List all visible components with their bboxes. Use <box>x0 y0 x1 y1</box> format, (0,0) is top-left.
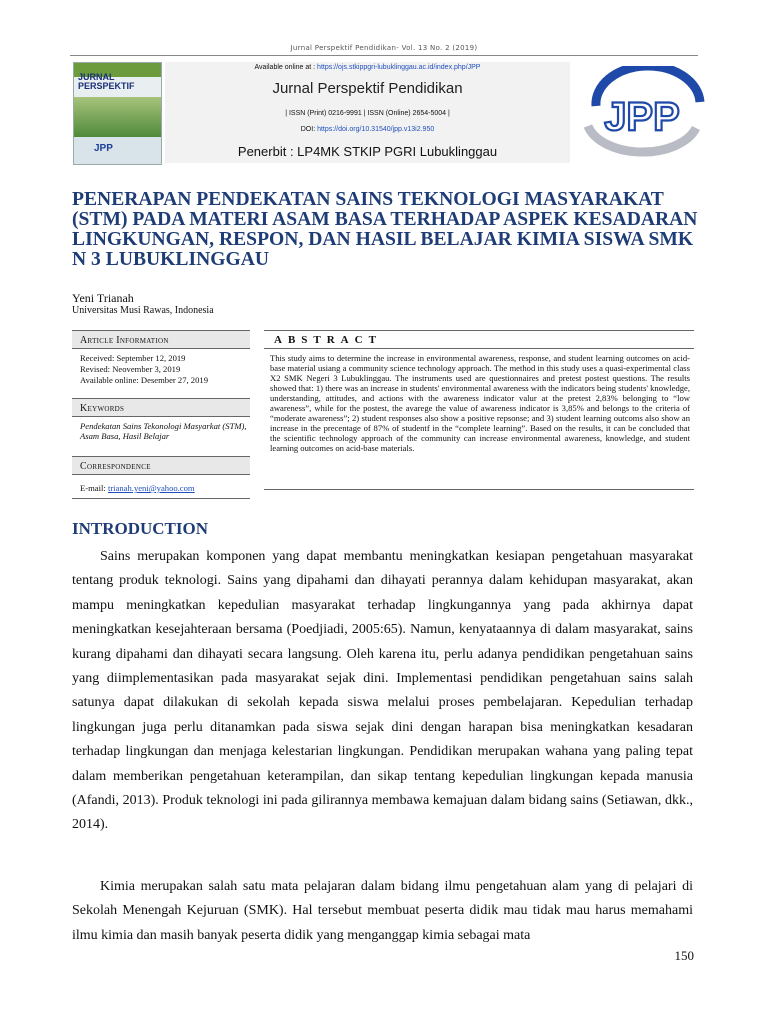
correspondence-email <box>80 483 195 493</box>
doi-link[interactable]: https://doi.org/10.31540/jpp.v13i2.950 <box>317 126 435 133</box>
email-label: E-mail: <box>80 483 106 493</box>
author-affiliation: Universitas Musi Rawas, Indonesia <box>72 305 214 316</box>
article-title: PENERAPAN PENDEKATAN SAINS TEKNOLOGI MASYARAKAT (STM) PADA MATERI ASAM BASA TERHADAP ASPEK KESADARAN LINGKUNGAN, RESPON, DAN HASIL BELAJAR KIMIA SISWA SMK N 3 LUBUKLINGGAU <box>72 189 698 270</box>
received-date: Received: September 12, 2019 <box>80 353 186 363</box>
keywords-heading: Keywords <box>72 398 250 417</box>
available-date: Available online: Desember 27, 2019 <box>80 375 208 385</box>
cover-title: JURNAL PERSPEKTIF <box>78 72 135 91</box>
doi-label: DOI: <box>300 126 316 133</box>
author-name: Yeni Trianah <box>72 291 134 305</box>
doi-line <box>165 126 570 133</box>
article-info-heading: Article Information <box>72 330 250 349</box>
abstract-heading: ABSTRACT <box>264 330 694 349</box>
paragraph-2: Kimia merupakan salah satu mata pelajaran dalam bidang ilmu pengetahuan alam yang di pelajari di Sekolah Menengah Kejuruan (SMK). Hal tersebut membuat peserta didik mau tidak mau harus memahami ilmu kimia dan masih banyak peserta didik yang menganggap kimia sebagai mata <box>72 879 693 943</box>
available-label: Available online at : <box>254 64 316 71</box>
page-number: 150 <box>674 948 694 963</box>
journal-name: Jurnal Perspektif Pendidikan <box>272 80 463 97</box>
running-header: Jurnal Perspektif Pendidikan- Vol. 13 No. 2 (2019) <box>290 44 478 52</box>
journal-url-link[interactable]: https://ojs.stkippgri-lubuklinggau.ac.id/index.php/JPP <box>317 64 481 71</box>
logo-text: JPP <box>604 95 680 139</box>
article-info-panel <box>72 330 250 500</box>
publisher-line: Penerbit : LP4MK STKIP PGRI Lubuklinggau <box>237 144 498 159</box>
keywords-text: Pendekatan Sains Tekonologi Masyarkat (STM), Asam Basa, Hasil Belajar <box>80 421 247 441</box>
available-online <box>165 64 570 71</box>
info-bottom-rule <box>72 498 250 499</box>
correspondence-heading: Correspondence <box>72 456 250 475</box>
cover-mark: JPP <box>94 143 113 154</box>
abstract-text: This study aims to determine the increase in environmental awareness, response, and student learning outcomes on acid-base material usiang a community science technology approach. The method in this study uses a quasi-experimental class X2 SMK Negeri 3 Lubuklinggau. The instruments used are questionnaires and pretest postest questions. The results showed that: 1) there was an increase in students' environmental awareness with the indicators being students' knowledge, understanding, attitudes, and actions with the awareness indicator valur at the pretest 2,83% belonging to “low awareness”, while for the postest, the avarege the value of awareness indicator is 3,85% and belongs to the criteria of “moderate awareness”; 2) student responses also show a positive repsonse; and 3) student learning outcoms also show an increase in the precentage of 87% of studentf in the “complete learning”. Based on the results, it can be concluded that the scientific technology approach of the community can increase environmental awareness, knowledge, and student learning outcomes on acid-base materials. <box>270 353 690 453</box>
revised-date: Revised: Neovember 3, 2019 <box>80 364 181 374</box>
issn-line: | ISSN (Print) 0216-9991 | ISSN (Online) 2654-5004 | <box>285 110 450 117</box>
email-link[interactable]: trianah.yeni@yahoo.com <box>107 483 195 493</box>
introduction-heading: INTRODUCTION <box>72 519 209 538</box>
jpp-logo <box>578 66 706 164</box>
header-rule <box>70 55 698 56</box>
abstract-bottom-rule <box>264 489 694 490</box>
journal-cover-image <box>73 62 162 165</box>
paragraph-1: Sains merupakan komponen yang dapat membantu meningkatkan kesiapan pengetahuan masyarakat tentang produk teknologi. Sains yang dipahami dan dihayati perannya dalam kehidupan masyarakat, akan mampu meningkatkan kepedulian masyarakat terhadap lingkungannya yang pada akhirnya dapat meningkatkan kesejahteraan bersama (Poedjiadi, 2005:65). Namun, kenyataannya di dalam masyarakat, sains kurang dipahami dan dihayati secara langsung. Oleh karena itu, perlu adanya pendidikan pengetahuan sains yang diimplementasikan pada masyarakat sejak dini. Implementasi pendidikan pengetahuan sains salah satunya dapat dilakukan di sekolah kepada siswa melalui proses pembelajaran. Kepedulian terhadap lingkungan juga perlu ditanamkan pada siswa sejak dini dengan harapan bisa meningkatkan kesadaran terhadap lingkungan dan menjaga kelestarian lingkungan. Pendidikan merupakan wahana yang paling tepat dalam memberikan pengetahuan keterampilan, dan sikap tentang kepedulian lingkungan kepada manusia (Afandi, 2013). Produk teknologi ini pada gilirannya membawa kemajuan dalam bidang sains (Setiawan, dkk., 2014). <box>72 549 693 833</box>
